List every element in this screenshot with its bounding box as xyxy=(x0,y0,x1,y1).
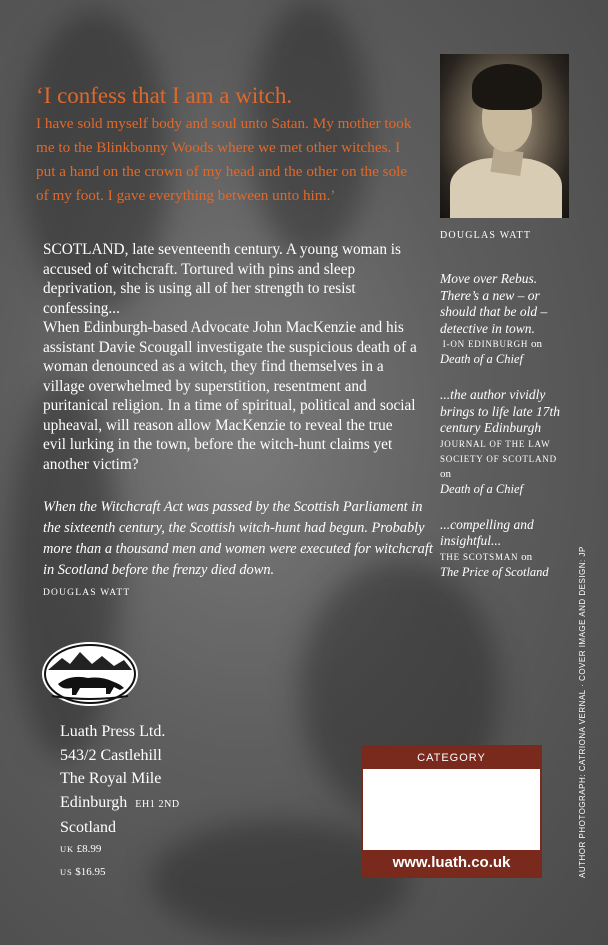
price-list xyxy=(60,838,105,884)
author-photo xyxy=(440,54,569,218)
quote-lead: ‘I confess that I am a witch. xyxy=(36,83,293,108)
price-us: US $16.95 xyxy=(60,866,106,878)
address-line: 543/2 Castlehill xyxy=(60,746,162,764)
review-source: THE SCOTSMAN on The Price of Scotland xyxy=(440,550,549,579)
review-source: JOURNAL OF THE LAW SOCIETY OF SCOTLAND on Death of a Chief xyxy=(440,438,557,496)
review-item xyxy=(440,271,560,368)
description-rest: , late seventeenth century. A young woman is accused of witchcraft. Tortured with pins and sleep deprivation, she is using all of her strength to resist confessing... xyxy=(43,241,402,317)
pull-quote xyxy=(36,82,421,208)
description-paragraph xyxy=(43,240,418,318)
review-quote: ...compelling and insightful... xyxy=(440,516,534,548)
price-uk: UK £8.99 xyxy=(60,843,102,855)
reviews-column xyxy=(440,271,560,600)
description-paragraph: When Edinburgh-based Advocate John MacKenzie and his assistant Davie Scougall investigate the suspicious death of a woman denounced as a witch, they find themselves in a village overwhelmed by superstition, resentment and puritanical religion. In a time of spiritual, political and social upheaval, will reason allow MacKenzie to reveal the true evil lurking in the town, before the witch-hunt claims yet another victim? xyxy=(43,319,417,473)
category-box xyxy=(361,745,542,878)
publisher-name: Luath Press Ltd. xyxy=(60,723,166,740)
review-item xyxy=(440,517,560,581)
address-city: Edinburgh EH1 2ND xyxy=(60,793,180,811)
review-source: I-ON EDINBURGH on Death of a Chief xyxy=(440,338,542,366)
publisher-url[interactable]: www.luath.co.uk xyxy=(363,850,540,876)
address-line: The Royal Mile xyxy=(60,770,162,787)
quote-body: I have sold myself body and soul unto Satan. My mother took me to the Blinkbonny Woods where we met other witches. I put a hand on the crown of my head and the other on the sole of my foot. I gave everything between unto him.’ xyxy=(36,115,412,204)
publisher-address xyxy=(60,720,180,840)
category-header: CATEGORY xyxy=(363,747,540,769)
description-lead: SCOTLAND xyxy=(43,241,125,258)
author-note-signature: DOUGLAS WATT xyxy=(43,588,131,598)
address-country: Scotland xyxy=(60,819,116,836)
credits: AUTHOR PHOTOGRAPH: CATRIONA VERNAL · COVER IMAGE AND DESIGN: JP xyxy=(578,546,587,878)
author-note-text: When the Witchcraft Act was passed by the Scottish Parliament in the sixteenth century, the Scottish witch-hunt had begun. Probably more than a thousand men and women were executed for witchcraft in Scotland before the frenzy died down. xyxy=(43,499,433,578)
author-note xyxy=(43,497,433,604)
review-item xyxy=(440,387,560,498)
review-quote: ...the author vividly brings to life late 17th century Edinburgh xyxy=(440,387,560,435)
luath-logo-icon xyxy=(40,640,140,708)
author-photo-caption: DOUGLAS WATT xyxy=(440,230,532,241)
book-description xyxy=(43,240,418,474)
review-quote: Move over Rebus. There’s a new – or should that be old – detective in town. xyxy=(440,271,548,336)
